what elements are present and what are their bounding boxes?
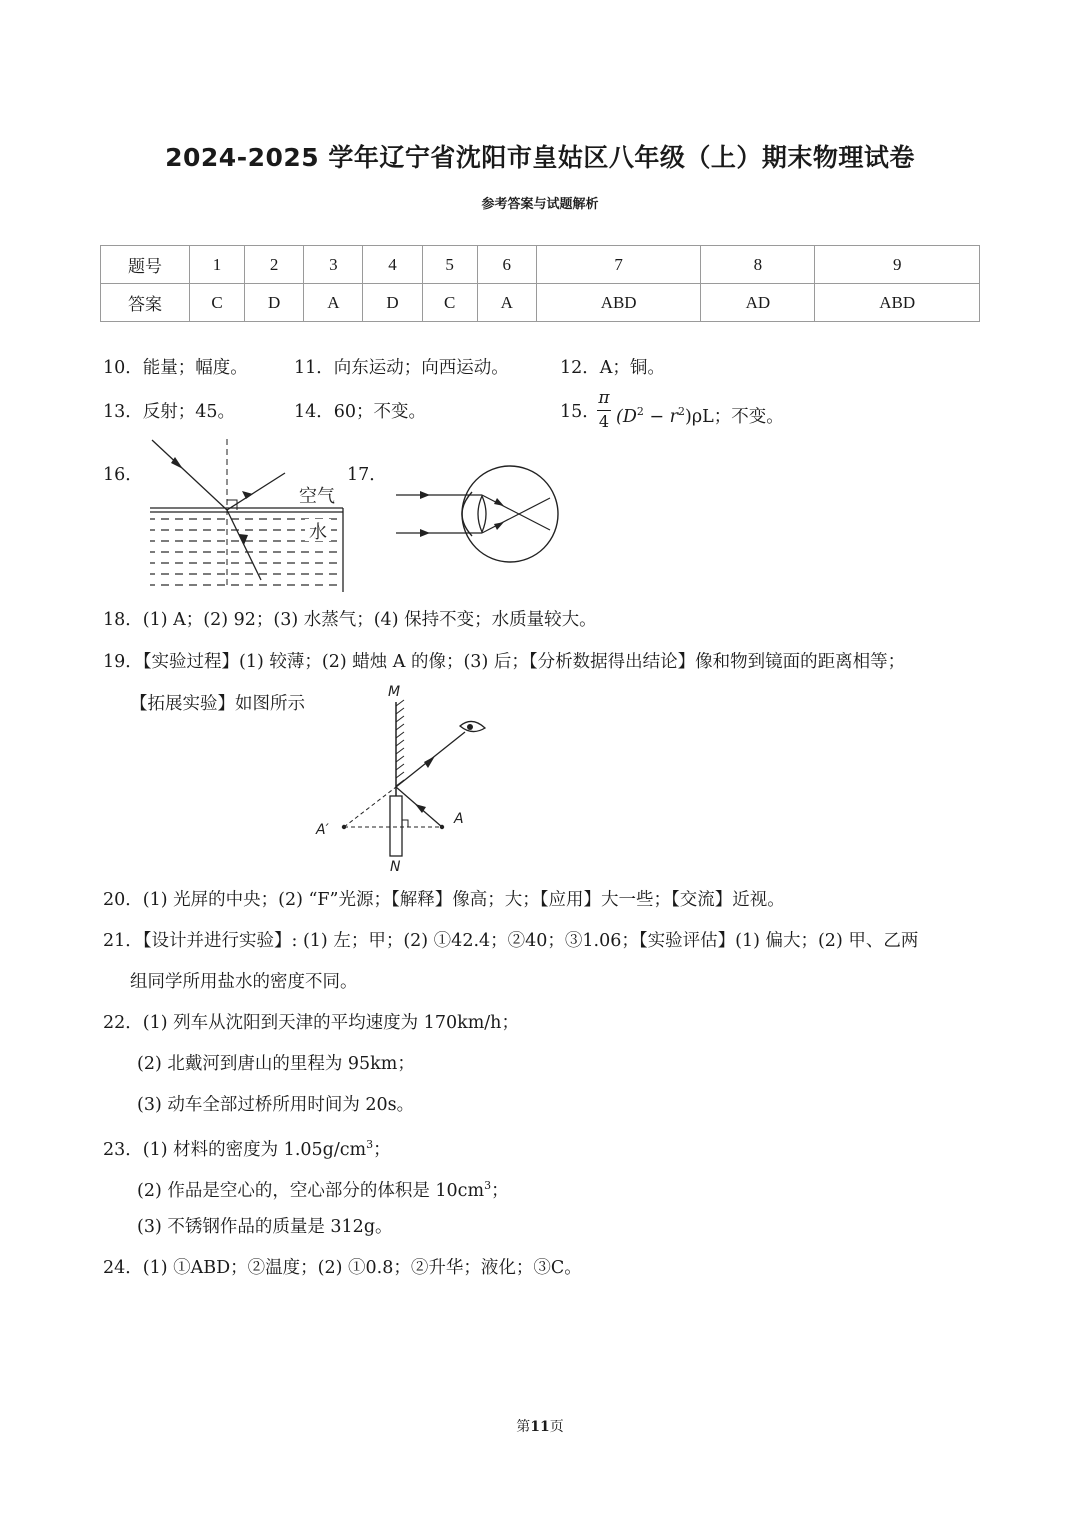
eye-diagram	[392, 462, 564, 566]
answer-22-3: (3) 动车全部过桥所用时间为 20s。	[137, 1095, 415, 1115]
answer-10: 10．能量；幅度。	[103, 358, 248, 378]
table-cell: 6	[477, 246, 536, 284]
table-cell: 2	[245, 246, 304, 284]
converging-ray	[482, 495, 550, 530]
table-cell: 8	[701, 246, 815, 284]
fraction-numerator: π	[598, 388, 610, 408]
arrow-icon	[494, 498, 504, 506]
reflected-ray	[227, 473, 285, 510]
label-air: 空气	[299, 486, 335, 507]
table-cell: C	[190, 284, 245, 322]
answer-17-number: 17．	[347, 465, 387, 485]
table-cell: AD	[701, 284, 815, 322]
answer-19: 19．【实验过程】(1) 较薄；(2) 蜡烛 A 的像；(3) 后；【分析数据得出结论】像和物到镜面的距离相等；	[103, 652, 906, 672]
answer-24: 24．(1) ①ABD；②温度；(2) ①0.8；②升华；液化；③C。	[103, 1258, 582, 1278]
table-cell: D	[363, 284, 422, 322]
answer-text: ；	[373, 1139, 391, 1160]
arrow-icon	[494, 522, 504, 530]
answer-15-expression	[616, 400, 784, 429]
table-row-label: 题号	[101, 246, 190, 284]
answer-15-number: 15．	[560, 402, 600, 422]
answer-table	[100, 245, 980, 322]
fraction-denominator: 4	[598, 412, 610, 431]
cornea	[462, 492, 472, 536]
page-number: 11	[530, 1419, 550, 1435]
page-title: 2024-2025 学年辽宁省沈阳市皇姑区八年级（上）期末物理试卷	[165, 143, 915, 172]
answer-15	[560, 400, 600, 424]
table-cell: ABD	[536, 284, 701, 322]
table-cell: D	[245, 284, 304, 322]
table-cell: 9	[815, 246, 980, 284]
expr-part: (D	[616, 406, 637, 427]
arrow-icon	[420, 529, 430, 537]
answer-19-extension: 【拓展实验】如图所示	[130, 694, 305, 714]
answer-text: (2) 作品是空心的，空心部分的体积是 10cm	[137, 1180, 485, 1201]
answer-18: 18．(1) A；(2) 92；(3) 水蒸气；(4) 保持不变；水质量较大。	[103, 610, 597, 630]
answer-21: 21．【设计并进行实验】: (1) 左；甲；(2) ①42.4；②40；③1.06；【实验评估】(1) 偏大；(2) 甲、乙两	[103, 931, 919, 951]
answer-text: 23．(1) 材料的密度为 1.05g/cm	[103, 1139, 367, 1160]
arrow-icon	[420, 491, 430, 499]
expr-part: − r	[643, 406, 679, 427]
answer-21-continued: 组同学所用盐水的密度不同。	[130, 972, 358, 992]
exponent: 2	[636, 405, 644, 418]
virtual-ray	[344, 787, 396, 827]
eyeball	[462, 466, 558, 562]
mirror-diagram	[310, 680, 500, 880]
page-subtitle: 参考答案与试题解析	[481, 197, 599, 212]
mirror-hatching	[396, 700, 404, 786]
arrow-icon	[424, 756, 435, 768]
table-cell: A	[477, 284, 536, 322]
lens	[478, 496, 486, 532]
label-N: N	[390, 859, 401, 875]
footer-prefix: 第	[516, 1419, 531, 1435]
exponent: 2	[678, 405, 686, 418]
table-cell: 5	[422, 246, 477, 284]
refraction-diagram	[145, 437, 350, 595]
table-cell: A	[304, 284, 363, 322]
answer-22-1: 22．(1) 列车从沈阳到天津的平均速度为 170km/h；	[103, 1013, 519, 1033]
label-M: M	[388, 684, 401, 700]
table-cell: 7	[536, 246, 701, 284]
table-cell: 4	[363, 246, 422, 284]
table-cell: 1	[190, 246, 245, 284]
table-row-label: 答案	[101, 284, 190, 322]
label-A: A	[454, 811, 464, 827]
answer-22-2: (2) 北戴河到唐山的里程为 95km；	[137, 1054, 415, 1074]
pupil	[467, 724, 473, 730]
footer-suffix: 页	[549, 1419, 564, 1435]
page-footer	[0, 1416, 1080, 1436]
table-cell: 3	[304, 246, 363, 284]
exponent: 3	[366, 1138, 374, 1151]
answer-11: 11．向东运动；向西运动。	[294, 358, 509, 378]
answer-20: 20．(1) 光屏的中央；(2) “F”光源；【解释】像高；大；【应用】大一些；【交流】近视。	[103, 890, 785, 910]
answer-23-3: (3) 不锈钢作品的质量是 312g。	[137, 1217, 393, 1237]
answer-12: 12．A；铜。	[560, 358, 665, 378]
table-row	[101, 284, 980, 322]
answer-13: 13．反射；45。	[103, 402, 236, 422]
answer-23-2	[137, 1174, 509, 1203]
exponent: 3	[484, 1179, 492, 1192]
label-A-prime: A′	[316, 822, 329, 838]
arrow-icon	[242, 491, 253, 499]
expr-part: )ρL；不变。	[685, 406, 784, 427]
answer-14: 14．60；不变。	[294, 402, 427, 422]
answer-text: ；	[491, 1180, 509, 1201]
label-water: 水	[309, 522, 327, 543]
fraction-bar	[597, 410, 611, 411]
table-row	[101, 246, 980, 284]
table-cell: ABD	[815, 284, 980, 322]
incident-ray	[152, 440, 227, 510]
glass-plate	[390, 796, 402, 856]
answer-23-1	[103, 1133, 391, 1162]
answer-16-number: 16．	[103, 465, 143, 485]
converging-ray	[482, 498, 550, 533]
right-angle-mark	[402, 820, 408, 827]
table-cell: C	[422, 284, 477, 322]
